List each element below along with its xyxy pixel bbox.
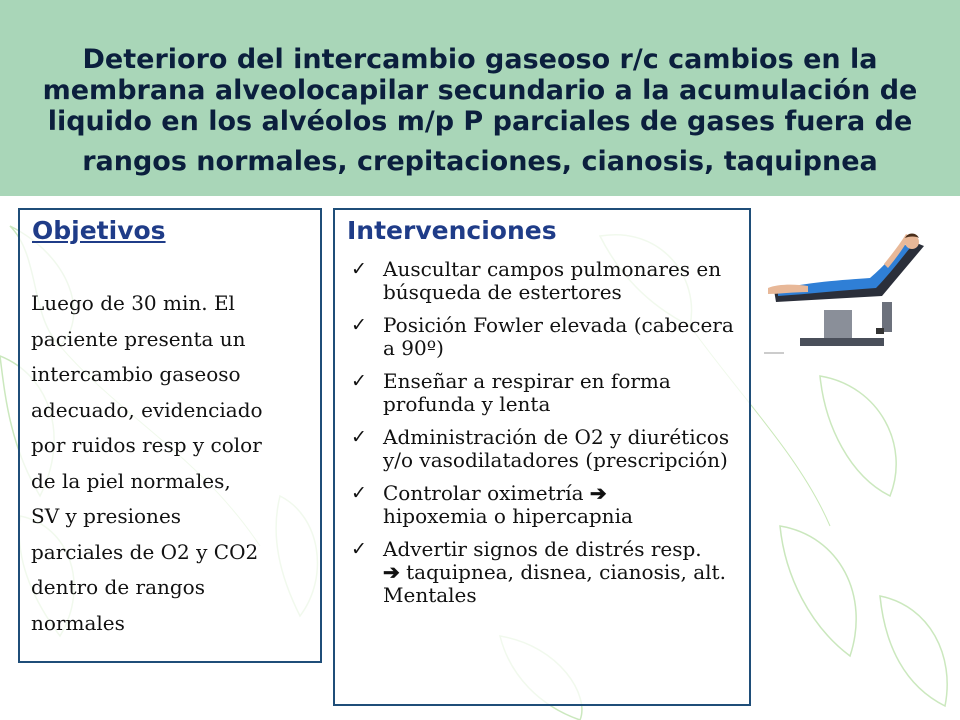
table-base bbox=[800, 338, 884, 346]
title-banner bbox=[0, 0, 960, 196]
title-line-4: rangos normales, crepitaciones, cianosis, taquipnea bbox=[82, 146, 878, 177]
intervencion-text: Controlar oximetría bbox=[383, 481, 584, 505]
fowler-position-patient-image bbox=[764, 224, 936, 356]
intervencion-text: Administración de O2 y diuréticos y/o vasodilatadores (prescripción) bbox=[383, 425, 730, 472]
objetivos-line: normales bbox=[31, 610, 125, 635]
intervencion-text: Advertir signos de distrés resp. bbox=[383, 537, 702, 561]
objetivos-line: dentro de rangos bbox=[31, 575, 205, 599]
title-line-1: Deterioro del intercambio gaseoso r/c cambios en la bbox=[82, 44, 878, 75]
arrow-right-icon: ➔ bbox=[383, 560, 400, 584]
leaf-shape bbox=[820, 376, 896, 496]
check-icon: ✓ bbox=[351, 482, 367, 504]
intervenciones-box bbox=[333, 208, 751, 706]
objetivos-line: por ruidos resp y color bbox=[31, 433, 262, 457]
table-foot bbox=[876, 328, 884, 334]
intervencion-item bbox=[349, 258, 744, 304]
intervencion-text: Auscultar campos pulmonares en búsqueda de estertores bbox=[383, 257, 722, 304]
leaf-shape bbox=[780, 526, 856, 656]
check-icon: ✓ bbox=[351, 370, 367, 392]
intervencion-item bbox=[349, 482, 744, 528]
intervencion-item bbox=[349, 314, 744, 360]
check-icon: ✓ bbox=[351, 426, 367, 448]
title-line-3: liquido en los alvéolos m/p P parciales de gases fuera de bbox=[47, 106, 913, 137]
intervencion-item bbox=[349, 426, 744, 472]
arrow-right-icon: ➔ bbox=[589, 481, 607, 505]
intervencion-text: Enseñar a respirar en forma profunda y lenta bbox=[383, 369, 671, 416]
objetivos-box bbox=[18, 208, 322, 663]
objetivos-line: de la piel normales, bbox=[31, 468, 231, 493]
objetivos-line: SV y presiones bbox=[31, 504, 182, 528]
objetivos-heading: Objetivos bbox=[32, 216, 166, 245]
objetivos-line: paciente presenta un bbox=[31, 326, 246, 351]
photo-edge bbox=[764, 352, 784, 354]
intervencion-text: hipoxemia o hipercapnia bbox=[383, 504, 633, 528]
objetivos-line: adecuado, evidenciado bbox=[31, 397, 263, 422]
objetivos-line: Luego de 30 min. El bbox=[31, 291, 235, 315]
check-icon: ✓ bbox=[351, 314, 367, 336]
intervenciones-heading: Intervenciones bbox=[347, 216, 557, 245]
intervenciones-list bbox=[349, 258, 744, 617]
intervencion-text: Posición Fowler elevada (cabecera a 90º) bbox=[383, 313, 734, 360]
objetivos-line: parciales de O2 y CO2 bbox=[31, 539, 259, 564]
table-column bbox=[824, 310, 852, 340]
check-icon: ✓ bbox=[351, 538, 367, 560]
objetivos-line: intercambio gaseoso bbox=[31, 362, 241, 386]
title-line-2: membrana alveolocapilar secundario a la acumulación de bbox=[42, 75, 918, 106]
intervencion-item bbox=[349, 370, 744, 416]
table-leg bbox=[882, 302, 892, 332]
leaf-shape bbox=[880, 596, 947, 706]
check-icon: ✓ bbox=[351, 258, 367, 280]
objetivos-text bbox=[31, 286, 311, 641]
slide-title bbox=[10, 44, 950, 177]
intervencion-item bbox=[349, 538, 744, 607]
intervencion-text: taquipnea, disnea, cianosis, alt. Mentales bbox=[383, 560, 726, 607]
